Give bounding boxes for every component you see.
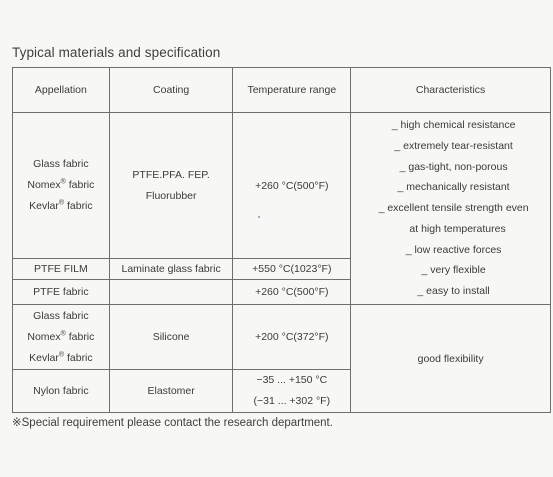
- coating-cell: [109, 113, 233, 259]
- header-coating: Coating: [109, 68, 233, 113]
- table-row: [13, 113, 551, 259]
- coating-line: Fluorubber: [145, 189, 197, 202]
- appellation-line: Nomex® fabric: [27, 178, 95, 191]
- characteristic-item: _ easy to install: [417, 285, 490, 298]
- table-header-row: [13, 68, 551, 113]
- table-row: [13, 305, 551, 370]
- characteristic-item: _ gas-tight, non-porous: [399, 160, 508, 173]
- temperature-cell: +200 °C(372°F): [233, 305, 351, 370]
- appellation-line: Glass fabric: [33, 158, 89, 170]
- coating-cell: Laminate glass fabric: [109, 259, 233, 280]
- appellation-line: Kevlar® fabric: [29, 351, 93, 364]
- appellation-line: Nomex® fabric: [27, 330, 95, 343]
- coating-cell: Silicone: [109, 305, 233, 370]
- characteristics-cell-bottom: good flexibility: [351, 305, 551, 413]
- appellation-cell: [13, 305, 110, 370]
- appellation-line: Kevlar® fabric: [29, 199, 93, 212]
- characteristic-item: at high temperatures: [409, 222, 506, 235]
- appellation-cell: Nylon fabric: [13, 370, 110, 413]
- footnote: ※Special requirement please contact the research department.: [12, 417, 333, 429]
- header-appellation: Appellation: [13, 68, 110, 113]
- characteristic-item: _ mechanically resistant: [397, 181, 510, 194]
- temperature-cell: [233, 370, 351, 413]
- header-characteristics: Characteristics: [351, 68, 551, 113]
- specification-table: [12, 67, 551, 413]
- characteristic-item: _ high chemical resistance: [391, 118, 516, 131]
- page-title: Typical materials and specification: [12, 45, 221, 60]
- temperature-line: −35 ... +150 °C: [256, 374, 328, 386]
- coating-line: PTFE.PFA. FEP.: [132, 168, 210, 181]
- temperature-line: (−31 ... +302 °F): [253, 395, 331, 407]
- appellation-cell: PTFE FILM: [13, 259, 110, 280]
- coating-cell: [109, 280, 233, 305]
- characteristic-item: _ extremely tear-resistant: [394, 139, 513, 152]
- characteristic-item: _ low reactive forces: [405, 243, 502, 256]
- header-temperature-range: Temperature range: [233, 68, 351, 113]
- appellation-cell: [13, 113, 110, 259]
- temperature-cell: +260 °C(500°F): [233, 280, 351, 305]
- coating-cell: Elastomer: [109, 370, 233, 413]
- temperature-cell: +260 °C(500°F): [233, 113, 351, 259]
- characteristic-item: _ very flexible: [421, 264, 486, 277]
- speck-mark: [258, 216, 260, 218]
- characteristic-item: _ excellent tensile strength even: [378, 202, 529, 215]
- appellation-line: Glass fabric: [33, 309, 89, 322]
- temperature-cell: +550 °C(1023°F): [233, 259, 351, 280]
- appellation-cell: PTFE fabric: [13, 280, 110, 305]
- characteristics-cell: [351, 113, 551, 305]
